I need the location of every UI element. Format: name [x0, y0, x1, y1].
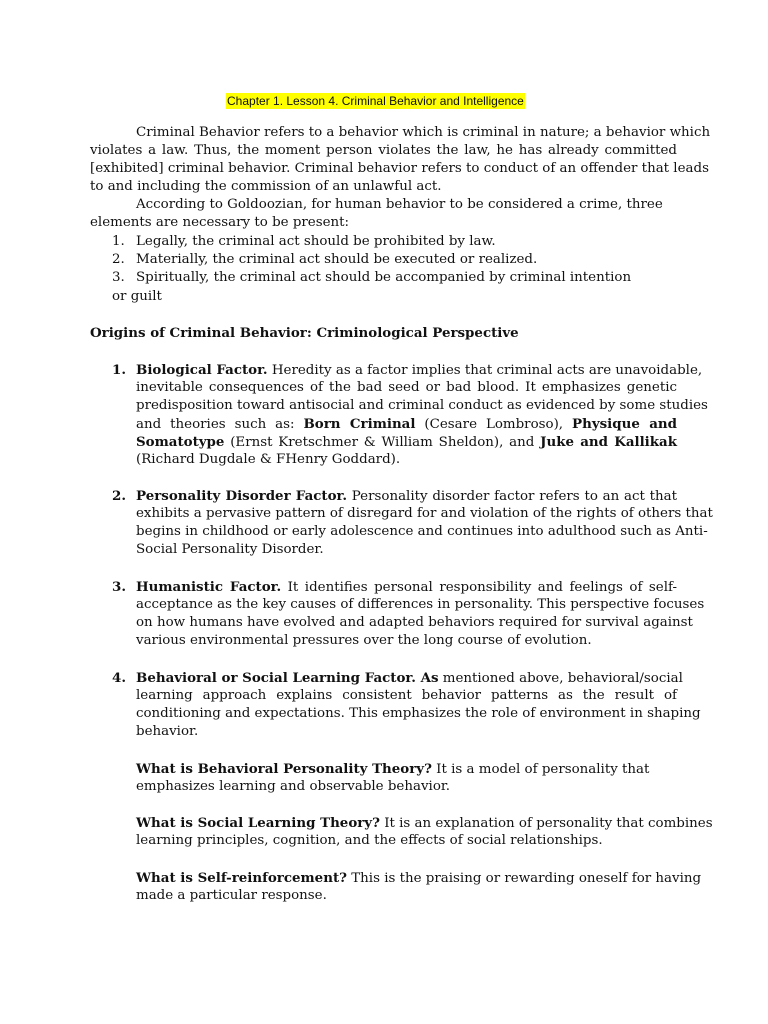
factor-line: conditioning and expectations. This emphasizes the role of environment in shaping [136, 706, 701, 721]
section-heading: Origins of Criminal Behavior: Criminological Perspective [90, 325, 519, 341]
factor-number: 4. [112, 670, 126, 686]
factor-line: Personality Disorder Factor. Personality disorder factor refers to an act that [136, 488, 677, 504]
qa-question-line: What is Self-reinforcement? This is the praising or rewarding oneself for having [136, 870, 702, 886]
factor-line: Behavioral or Social Learning Factor. As mentioned above, behavioral/social [136, 670, 683, 686]
factor-line: and theories such as: Born Criminal (Cesare Lombroso), Physique and [136, 416, 677, 432]
factor-line: acceptance as the key causes of differences in personality. This perspective focuses [136, 597, 705, 612]
factor-line: inevitable consequences of the bad seed or bad blood. It emphasizes genetic [136, 380, 677, 395]
factor-number: 2. [112, 488, 126, 504]
factor-line: Biological Factor. Heredity as a factor implies that criminal acts are unavoidable, [136, 362, 703, 378]
factor-line: behavior. [136, 724, 199, 739]
factor-line: predisposition toward antisocial and criminal conduct as evidenced by some studies [136, 398, 708, 413]
intro-line: [exhibited] criminal behavior. Criminal behavior refers to conduct of an offender that leads [90, 161, 709, 176]
intro-line: violates a law. Thus, the moment person violates the law, he has already committed [90, 143, 677, 158]
factor-line: Social Personality Disorder. [136, 542, 324, 557]
element-number: 1. [112, 234, 125, 249]
intro-line: Criminal Behavior refers to a behavior which is criminal in nature; a behavior which [136, 125, 711, 140]
qa-question-line: What is Behavioral Personality Theory? It is a model of personality that [136, 761, 650, 777]
lesson-title: Chapter 1. Lesson 4. Criminal Behavior and Intelligence [227, 94, 524, 108]
intro-line: elements are necessary to be present: [90, 215, 350, 230]
element-number: 2. [112, 252, 125, 267]
element-item: Materially, the criminal act should be executed or realized. [136, 252, 538, 267]
qa-answer-line: emphasizes learning and observable behavior. [136, 779, 451, 794]
factor-line: exhibits a pervasive pattern of disregard for and violation of the rights of others that [136, 506, 713, 521]
intro-line: According to Goldoozian, for human behavior to be considered a crime, three [136, 197, 663, 212]
qa-answer-line: made a particular response. [136, 888, 327, 903]
element-number: 3. [112, 270, 125, 285]
factor-line: various environmental pressures over the long course of evolution. [136, 633, 592, 648]
factor-line: begins in childhood or early adolescence and continues into adulthood such as Anti- [136, 524, 708, 539]
qa-question-line: What is Social Learning Theory? It is an explanation of personality that combines [136, 815, 713, 831]
intro-line: to and including the commission of an unlawful act. [90, 179, 442, 194]
element-item-continuation: or guilt [112, 289, 162, 304]
element-item: Legally, the criminal act should be prohibited by law. [136, 234, 496, 249]
factor-line: on how humans have evolved and adapted behaviors required for survival against [136, 615, 693, 630]
factor-line: Somatotype (Ernst Kretschmer & William Sheldon), and Juke and Kallikak [136, 434, 678, 450]
element-item: Spiritually, the criminal act should be accompanied by criminal intention [136, 270, 632, 285]
factor-line: learning approach explains consistent behavior patterns as the result of [136, 688, 677, 703]
factor-number: 1. [112, 362, 126, 378]
factor-number: 3. [112, 579, 126, 595]
qa-answer-line: learning principles, cognition, and the effects of social relationships. [136, 833, 603, 848]
factor-line: Humanistic Factor. It identifies personal responsibility and feelings of self- [136, 579, 678, 595]
factor-line: (Richard Dugdale & FHenry Goddard). [136, 452, 401, 467]
